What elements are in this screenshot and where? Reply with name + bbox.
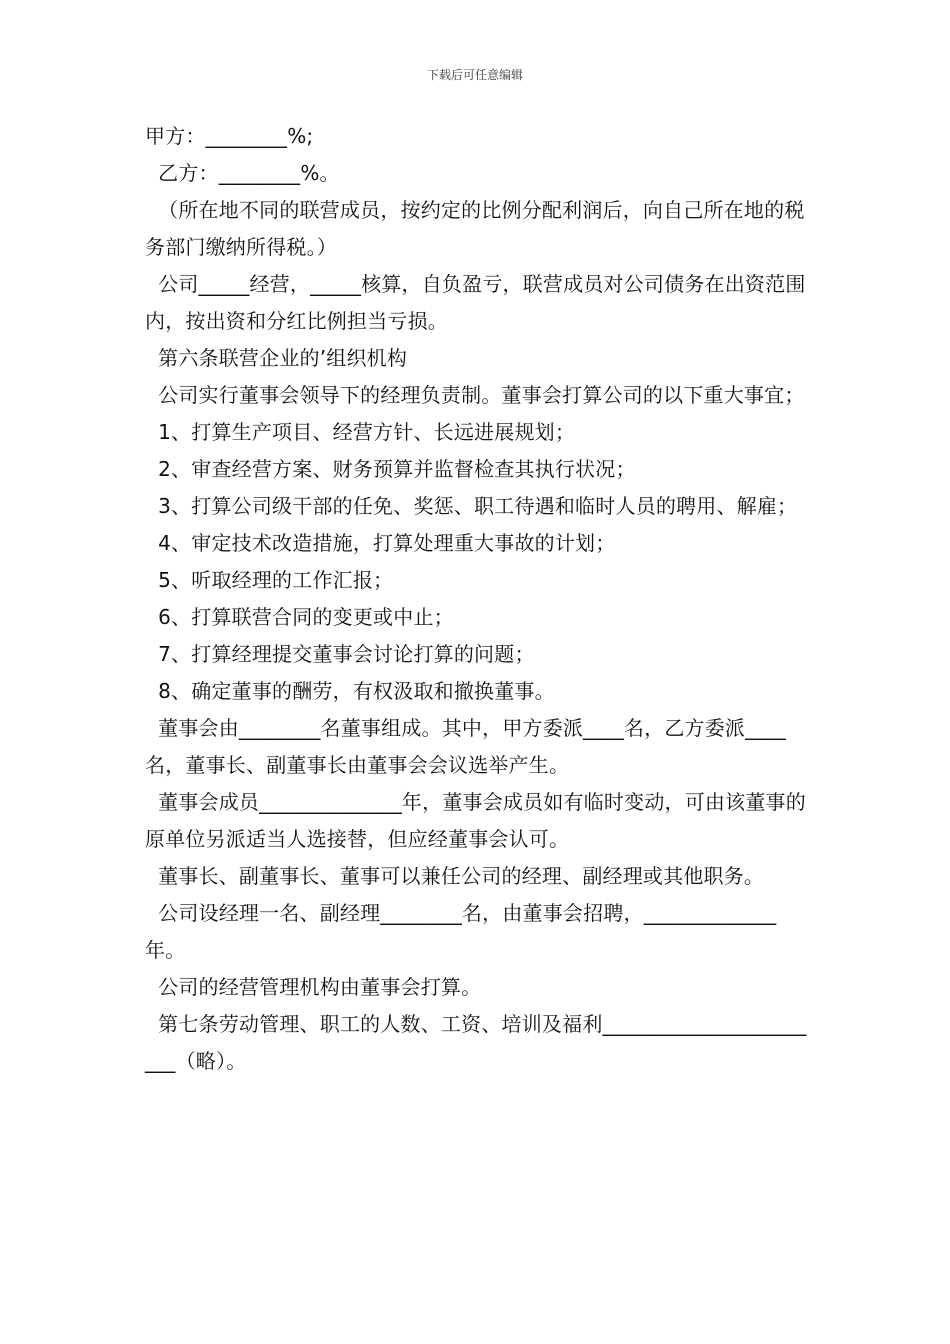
paragraph: 公司的经营管理机构由董事会打算。: [145, 975, 482, 999]
paragraph: （所在地不同的联营成员，按约定的比例分配利润后，向自己所在地的税务部门缴纳所得税。）: [145, 198, 805, 259]
list-item: 1、打算生产项目、经营方针、长远进展规划；: [145, 420, 576, 444]
paragraph: 公司设经理一名、副经理________名，由董事会招聘，_____________年。: [145, 901, 777, 962]
paragraph: 公司_____经营，_____核算，自负盈亏，联营成员对公司债务在出资范围内，按出资和分红比例担当亏损。: [145, 272, 806, 333]
paragraph: 董事会成员______________年，董事会成员如有临时变动，可由该董事的原单位另派适当人选接替，但应经董事会认可。: [145, 790, 806, 851]
paragraph: 公司实行董事会领导下的经理负责制。董事会打算公司的以下重大事宜；: [145, 383, 805, 407]
paragraph: 乙方：________%。: [145, 161, 340, 185]
document-body: [145, 118, 807, 1080]
list-item: 3、打算公司级干部的任免、奖惩、职工待遇和临时人员的聘用、解雇；: [145, 494, 798, 518]
paragraph: 董事长、副董事长、董事可以兼任公司的经理、副经理或其他职务。: [145, 864, 765, 888]
list-item: 8、确定董事的酬劳，有权汲取和撤换董事。: [145, 679, 555, 703]
list-item: 6、打算联营合同的变更或中止；: [145, 605, 454, 629]
list-item: 7、打算经理提交董事会讨论打算的问题；: [145, 642, 535, 666]
section-heading: 第六条联营企业的’组织机构: [145, 346, 408, 370]
paragraph: 董事会由________名董事组成。其中，甲方委派____名，乙方委派____名，董事长、副董事长由董事会会议选举产生。: [145, 716, 786, 777]
paragraph: 甲方：________%;: [145, 124, 314, 148]
page-header: 下载后可任意编辑: [426, 68, 523, 82]
section-heading: 第七条劳动管理、职工的人数、工资、培训及福利_______________________（略）。: [145, 1012, 807, 1073]
list-item: 2、审查经营方案、财务预算并监督检查其执行状况；: [145, 457, 636, 481]
list-item: 4、审定技术改造措施，打算处理重大事故的计划；: [145, 531, 616, 555]
list-item: 5、听取经理的工作汇报；: [145, 568, 394, 592]
